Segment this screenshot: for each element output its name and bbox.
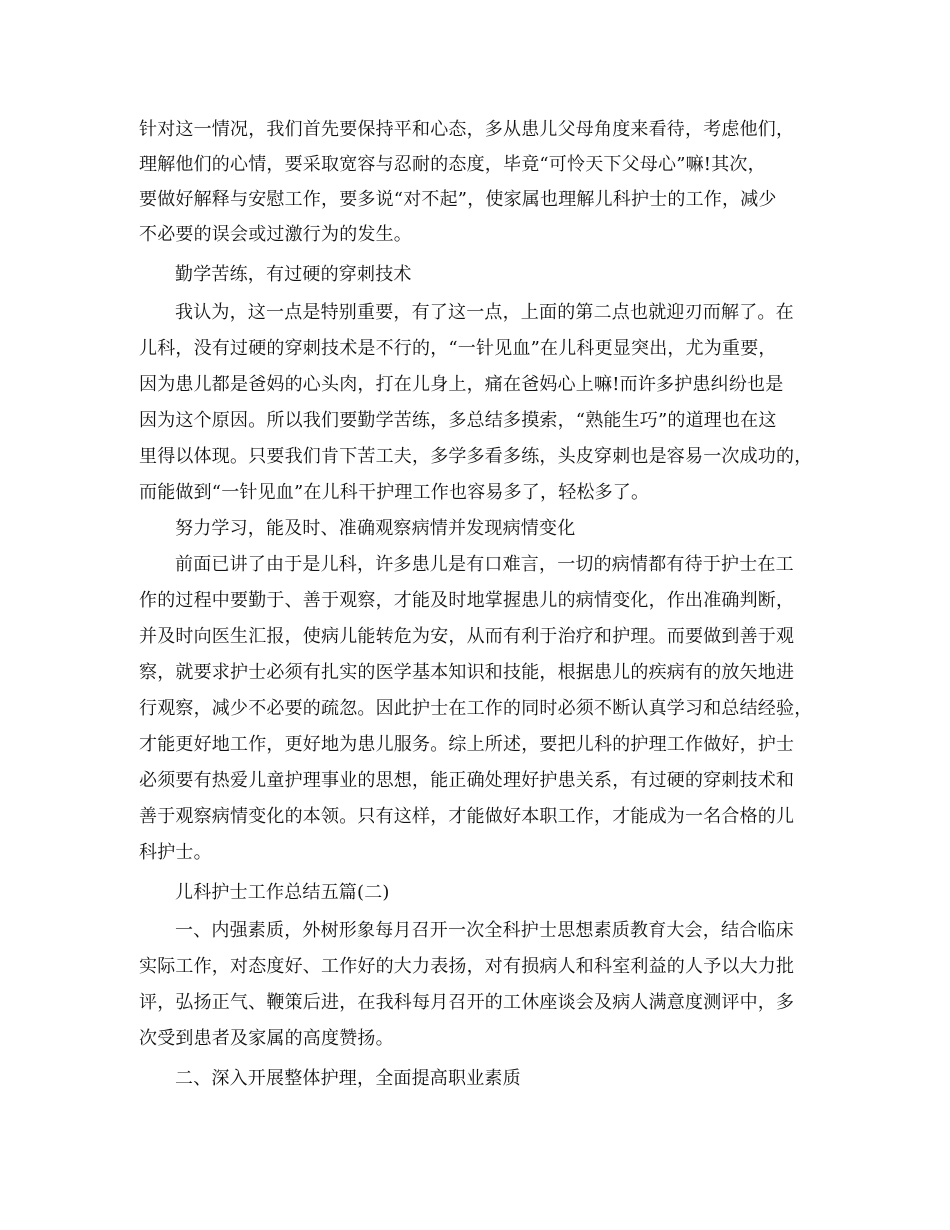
text-line: 而能做到“一针见血”在儿科干护理工作也容易多了，轻松多了。 <box>139 482 650 503</box>
text-line: 不必要的误会或过激行为的发生。 <box>139 224 412 245</box>
text-line: 并及时向医生汇报，使病儿能转危为安，从而有利于治疗和护理。而要做到善于观 <box>139 626 795 647</box>
text-line: 理解他们的心情，要采取宽容与忍耐的态度，毕竟“可怜天下父母心”嘛!其次， <box>139 154 766 175</box>
text-line: 里得以体现。只要我们肯下苦工夫，多学多看多练，头皮穿刺也是容易一次成功的， <box>139 446 813 467</box>
text-line: 针对这一情况，我们首先要保持平和心态，多从患儿父母角度来看待，考虑他们， <box>139 119 795 140</box>
text-line: 善于观察病情变化的本领。只有这样，才能做好本职工作，才能成为一名合格的儿 <box>139 806 795 827</box>
text-line: 一、内强素质，外树形象每月召开一次全科护士思想素质教育大会，结合临床 <box>175 920 794 941</box>
text-line: 科护士。 <box>139 842 212 863</box>
text-line: 行观察，减少不必要的疏忽。因此护士在工作的同时必须不断认真学习和总结经验， <box>139 698 813 719</box>
text-line: 前面已讲了由于是儿科，许多患儿是有口难言，一切的病情都有待于护士在工 <box>175 554 794 575</box>
text-line: 因为患儿都是爸妈的心头肉，打在儿身上，痛在爸妈心上嘛!而许多护患纠纷也是 <box>139 374 784 395</box>
section-heading: 努力学习，能及时、准确观察病情并发现病情变化 <box>175 518 576 539</box>
section-heading: 儿科护士工作总结五篇(二) <box>175 882 390 903</box>
text-line: 实际工作，对态度好、工作好的大力表扬，对有损病人和科室利益的人予以大力批 <box>139 956 795 977</box>
text-line: 评，弘扬正气、鞭策后进，在我科每月召开的工休座谈会及病人满意度测评中，多 <box>139 992 795 1013</box>
section-heading: 勤学苦练，有过硬的穿刺技术 <box>175 264 412 285</box>
text-line: 因为这个原因。所以我们要勤学苦练，多总结多摸索，“熟能生巧”的道理也在这 <box>139 410 777 431</box>
text-line: 儿科，没有过硬的穿刺技术是不行的，“一针见血”在儿科更显突出，尤为重要， <box>139 338 777 359</box>
text-line: 次受到患者及家属的高度赞扬。 <box>139 1028 394 1049</box>
text-line: 要做好解释与安慰工作，要多说“对不起”，使家属也理解儿科护士的工作，减少 <box>139 189 777 210</box>
text-line: 我认为，这一点是特别重要，有了这一点，上面的第二点也就迎刃而解了。在 <box>175 302 794 323</box>
text-line: 必须要有热爱儿童护理事业的思想，能正确处理好护患关系，有过硬的穿刺技术和 <box>139 770 795 791</box>
section-heading: 二、深入开展整体护理，全面提高职业素质 <box>175 1068 521 1089</box>
text-line: 作的过程中要勤于、善于观察，才能及时地掌握患儿的病情变化，作出准确判断， <box>139 590 795 611</box>
text-line: 察，就要求护士必须有扎实的医学基本知识和技能，根据患儿的疾病有的放矢地进 <box>139 662 795 683</box>
text-line: 才能更好地工作，更好地为患儿服务。综上所述，要把儿科的护理工作做好，护士 <box>139 734 795 755</box>
